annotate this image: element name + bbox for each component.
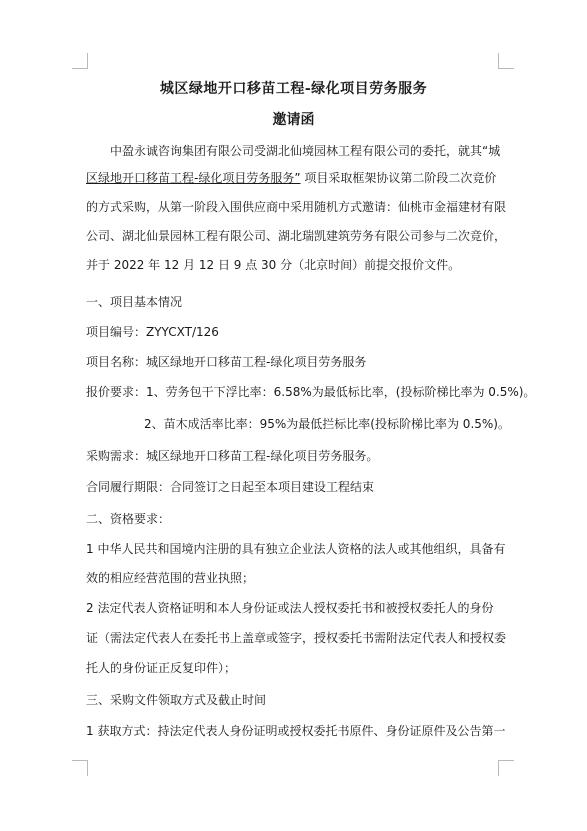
crop-mark-top-left-v bbox=[87, 53, 88, 69]
crop-mark-bottom-right-v bbox=[498, 760, 499, 776]
crop-mark-top-right-v bbox=[498, 53, 499, 69]
crop-mark-top-right-h bbox=[498, 68, 514, 69]
intro-line-1: 中盈永诚咨询集团有限公司受湖北仙境园林工程有限公司的委托，就其“城 bbox=[110, 144, 501, 158]
qualification-2-line-2: 证（需法定代表人在委托书上盖章或签字，授权委托书需附法定代表人和授权委 bbox=[86, 631, 507, 645]
qualification-1-line-2: 效的相应经营范围的营业执照； bbox=[86, 571, 255, 585]
qualification-2-line-3: 托人的身份证正反复印件）； bbox=[86, 661, 237, 675]
document-title: 城区绿地开口移苗工程-绿化项目劳务服务 bbox=[159, 81, 428, 97]
intro-line-4: 公司、湖北仙景园林工程有限公司、湖北瑞凯建筑劳务有限公司参与二次竞价， bbox=[86, 229, 507, 243]
intro-project-name-underlined: 区绿地开口移苗工程-绿化项目劳务服务” bbox=[86, 171, 301, 185]
intro-line-2-rest: 项目采取框架协议第二阶段二次竞价 bbox=[300, 171, 497, 185]
crop-mark-top-left-h bbox=[72, 68, 88, 69]
procurement-requirement: 采购需求：城区绿地开口移苗工程-绿化项目劳务服务。 bbox=[86, 449, 379, 463]
project-name: 项目名称：城区绿地开口移苗工程-绿化项目劳务服务 bbox=[86, 355, 367, 369]
section3-heading: 三、采购文件领取方式及截止时间 bbox=[86, 693, 267, 707]
crop-mark-bottom-left-v bbox=[87, 760, 88, 776]
project-number: 项目编号：ZYYCXT/126 bbox=[86, 325, 219, 339]
intro-line-5: 并于 2022 年 12 月 12 日 9 点 30 分（北京时间）前提交报价文件。 bbox=[86, 258, 461, 272]
section2-heading: 二、资格要求： bbox=[86, 512, 171, 526]
intro-line-3: 的方式采购，从第一阶段入围供应商中采用随机方式邀请：仙桃市金福建材有限 bbox=[86, 200, 507, 214]
qualification-1-line-1: 1 中华人民共和国境内注册的具有独立企业法人资格的法人或其他组织，具备有 bbox=[86, 542, 506, 556]
acquisition-method-line-1: 1 获取方式：持法定代表人身份证明或授权委托书原件、身份证原件及公告第一 bbox=[86, 724, 506, 738]
section1-heading: 一、项目基本情况 bbox=[86, 295, 183, 309]
crop-mark-bottom-right-h bbox=[498, 760, 514, 761]
intro-line-2 bbox=[86, 170, 506, 186]
qualification-2-line-1: 2 法定代表人资格证明和本人身份证或法人授权委托书和被授权委托人的身份 bbox=[86, 601, 494, 615]
price-requirement-1: 报价要求：1、劳务包干下浮比率：6.58%为最低标比率，(投标阶梯比率为 0.5%)。 bbox=[86, 385, 536, 399]
document-subtitle: 邀请函 bbox=[272, 112, 315, 128]
contract-period: 合同履行期限：合同签订之日起至本项目建设工程结束 bbox=[86, 480, 375, 494]
price-requirement-2: 2、苗木成活率比率：95%为最低拦标比率(投标阶梯比率为 0.5%)。 bbox=[144, 417, 510, 431]
crop-mark-bottom-left-h bbox=[72, 760, 88, 761]
